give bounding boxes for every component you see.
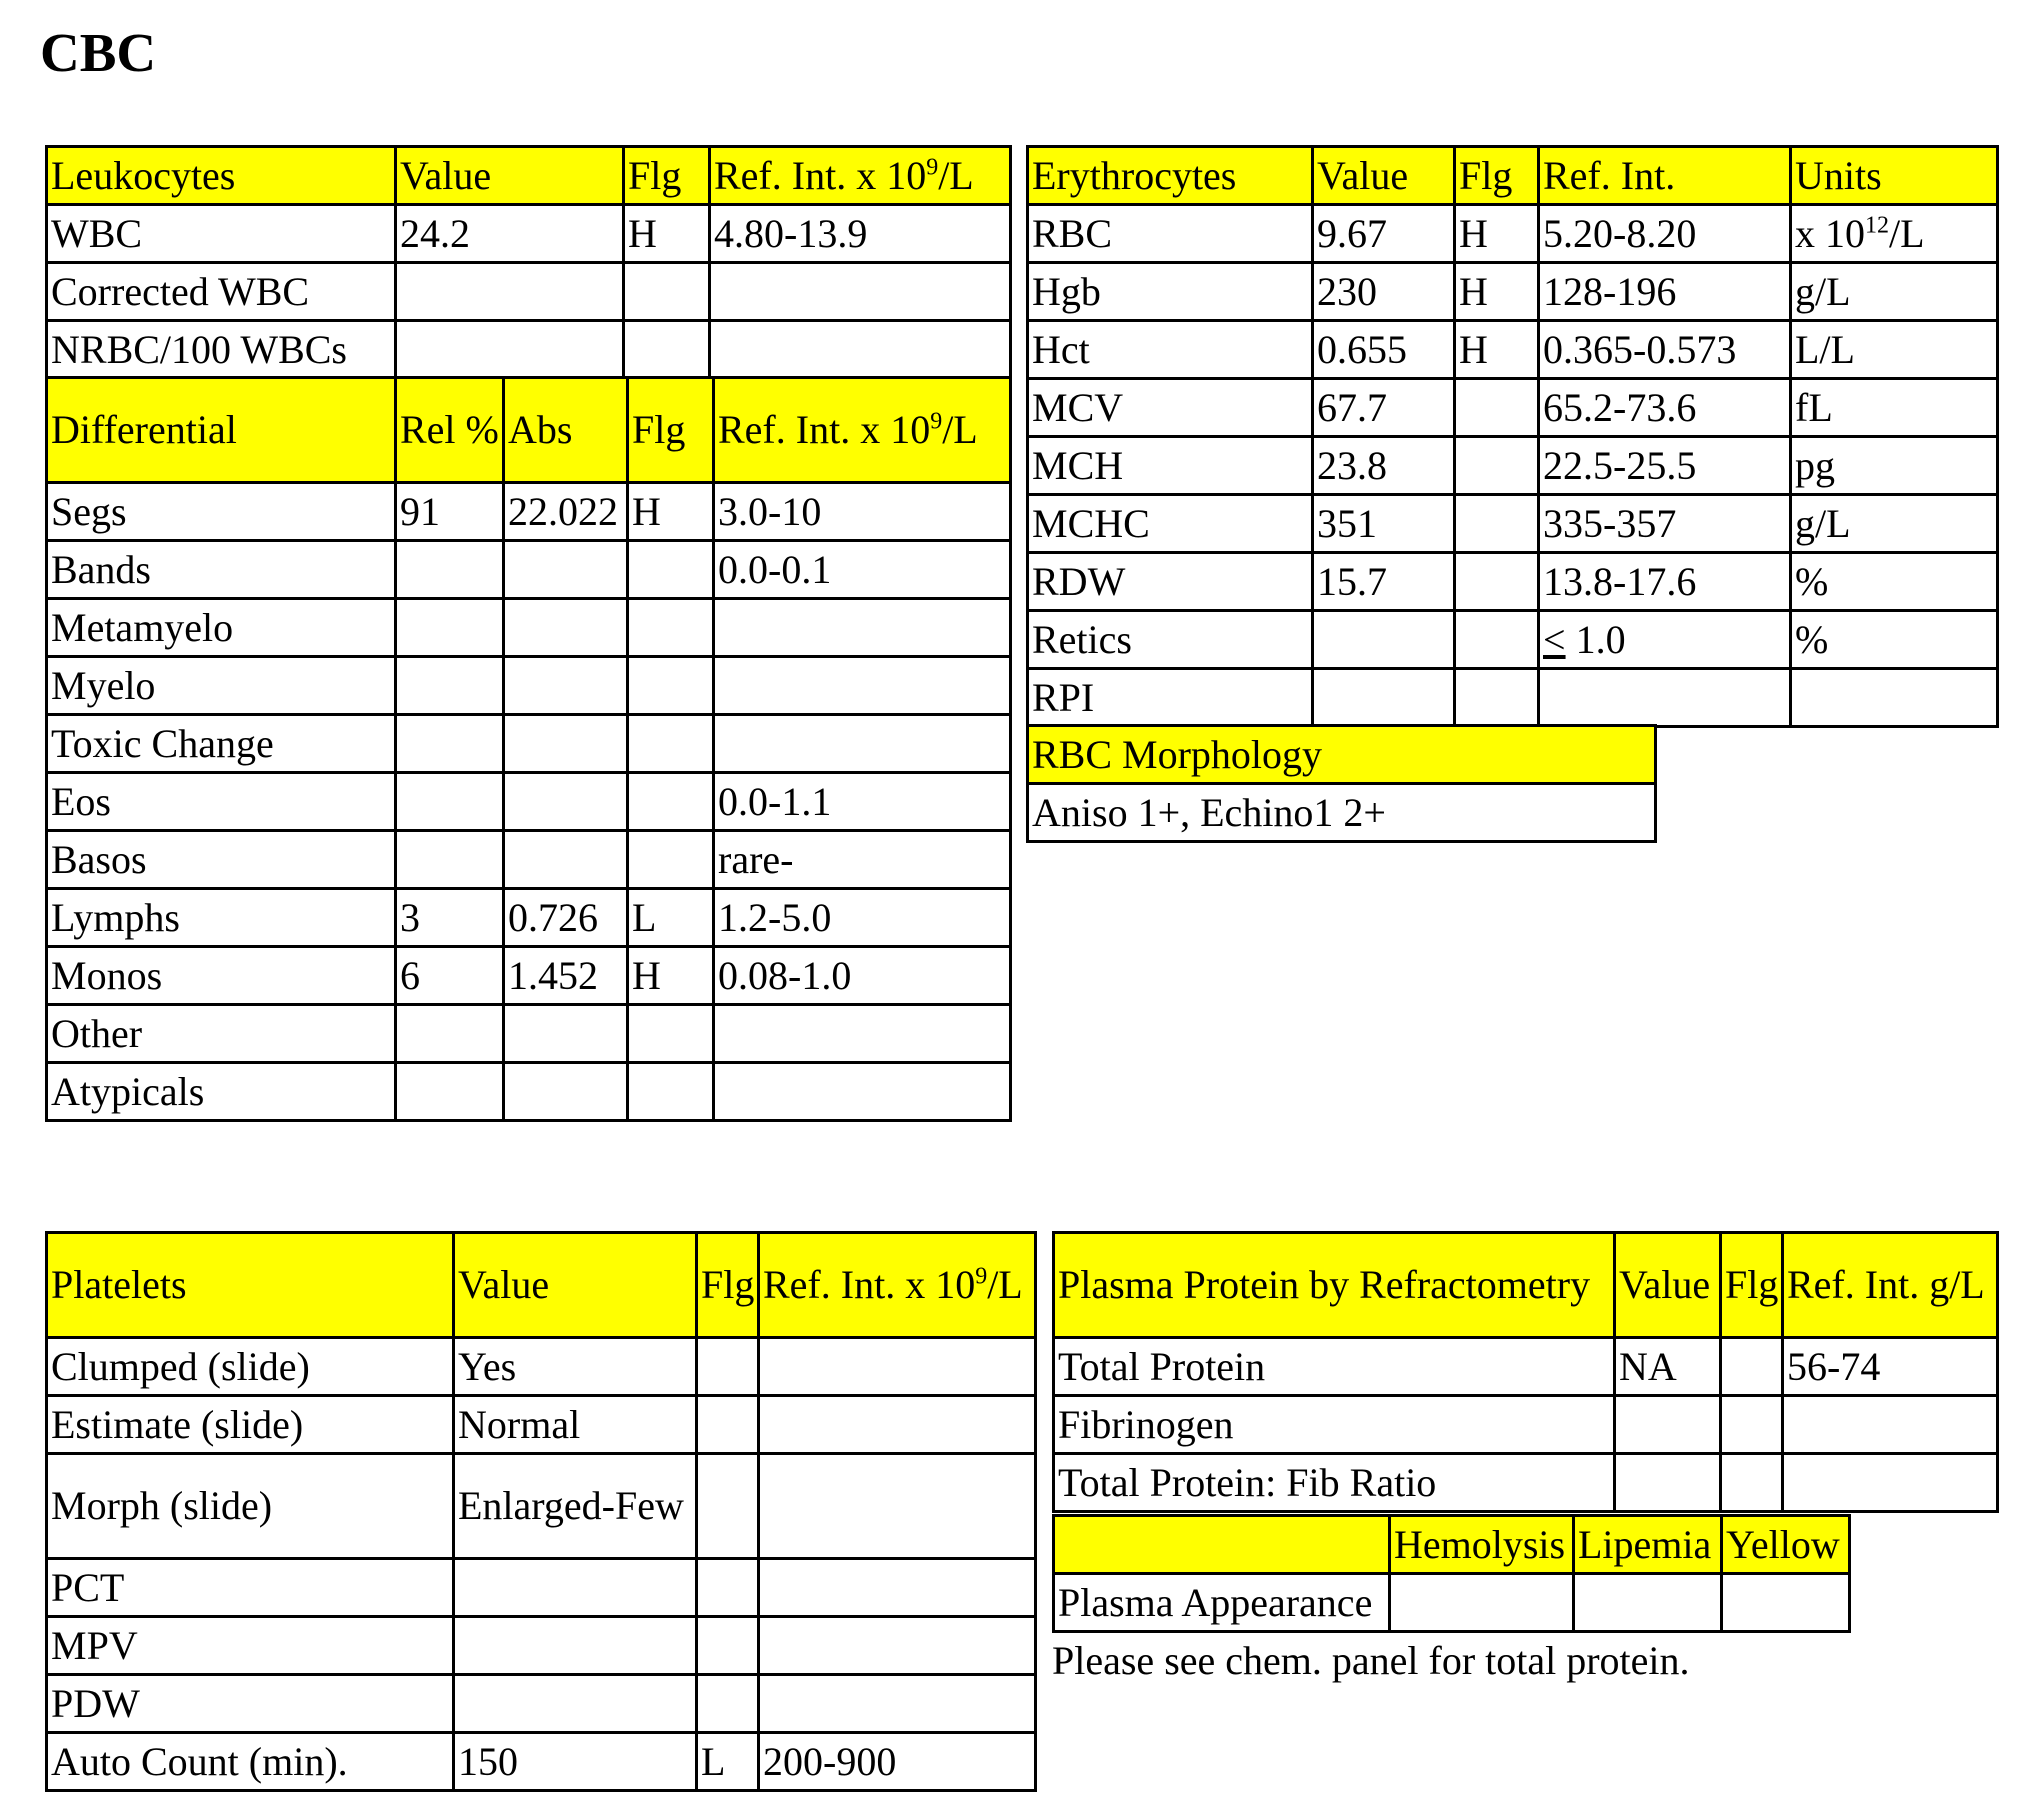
row-value: 23.8 xyxy=(1313,437,1455,495)
platelets-header-ref xyxy=(759,1233,1036,1338)
table-row xyxy=(1028,669,1998,727)
table-row xyxy=(1028,379,1998,437)
differential-header-row xyxy=(47,378,1011,483)
erythrocytes-header-ref: Ref. Int. xyxy=(1539,147,1791,205)
ref-suffix: /L xyxy=(938,152,974,198)
plasma-appearance-header-blank xyxy=(1054,1516,1390,1574)
table-row xyxy=(47,831,1011,889)
row-name: Clumped (slide) xyxy=(47,1338,454,1396)
platelets-table xyxy=(45,1231,1037,1792)
row-value: 24.2 xyxy=(396,205,624,263)
row-rel: 91 xyxy=(396,483,504,541)
row-value xyxy=(396,321,624,379)
row-abs xyxy=(504,541,628,599)
row-value xyxy=(454,1559,697,1617)
row-ref: 1.2-5.0 xyxy=(714,889,1011,947)
row-flag xyxy=(628,1063,714,1121)
plasma-appearance-header-yellow: Yellow xyxy=(1722,1516,1850,1574)
ref-sup: 9 xyxy=(975,1263,988,1290)
leukocytes-header-value: Value xyxy=(396,147,624,205)
row-value: Yes xyxy=(454,1338,697,1396)
row-flag xyxy=(697,1396,759,1454)
row-units xyxy=(1791,205,1998,263)
row-flag: H xyxy=(1455,321,1539,379)
plasma-protein-header-flag: Flg xyxy=(1721,1233,1783,1338)
leukocytes-header-name: Leukocytes xyxy=(47,147,396,205)
differential-header-flag: Flg xyxy=(628,378,714,483)
row-ref: 0.0-1.1 xyxy=(714,773,1011,831)
row-flag: H xyxy=(624,205,710,263)
row-flag xyxy=(1455,437,1539,495)
table-row xyxy=(47,947,1011,1005)
table-row xyxy=(47,1454,1036,1559)
row-ref xyxy=(1783,1396,1998,1454)
row-name: Toxic Change xyxy=(47,715,396,773)
row-name: Hct xyxy=(1028,321,1313,379)
row-name: Other xyxy=(47,1005,396,1063)
differential-table xyxy=(45,376,1012,1122)
row-ref xyxy=(759,1396,1036,1454)
table-row xyxy=(1028,321,1998,379)
row-flag xyxy=(628,773,714,831)
row-ref: 5.20-8.20 xyxy=(1539,205,1791,263)
row-name: RPI xyxy=(1028,669,1313,727)
table-row xyxy=(1054,1574,1850,1632)
row-name: RBC xyxy=(1028,205,1313,263)
row-flag xyxy=(628,1005,714,1063)
row-flag xyxy=(1455,611,1539,669)
row-flag xyxy=(628,599,714,657)
row-flag xyxy=(628,541,714,599)
rbc-morphology-header: RBC Morphology xyxy=(1028,726,1656,784)
table-row xyxy=(47,1338,1036,1396)
row-name: Corrected WBC xyxy=(47,263,396,321)
differential-header-rel: Rel % xyxy=(396,378,504,483)
row-abs xyxy=(504,1063,628,1121)
row-flag: L xyxy=(697,1733,759,1791)
row-units xyxy=(1791,669,1998,727)
row-name: Hgb xyxy=(1028,263,1313,321)
row-flag xyxy=(697,1675,759,1733)
row-name: Total Protein: Fib Ratio xyxy=(1054,1454,1615,1512)
leukocytes-table xyxy=(45,145,1012,380)
row-hemolysis xyxy=(1390,1574,1574,1632)
row-value: 351 xyxy=(1313,495,1455,553)
units-suffix: /L xyxy=(1889,210,1925,256)
row-name: WBC xyxy=(47,205,396,263)
row-name: Bands xyxy=(47,541,396,599)
table-row xyxy=(47,657,1011,715)
row-units: L/L xyxy=(1791,321,1998,379)
row-flag xyxy=(628,831,714,889)
row-ref: rare- xyxy=(714,831,1011,889)
row-flag xyxy=(1455,379,1539,437)
table-row xyxy=(1054,1396,1998,1454)
row-name: Fibrinogen xyxy=(1054,1396,1615,1454)
row-name: Eos xyxy=(47,773,396,831)
row-rel xyxy=(396,1005,504,1063)
row-value: 67.7 xyxy=(1313,379,1455,437)
row-ref: 128-196 xyxy=(1539,263,1791,321)
row-name: Myelo xyxy=(47,657,396,715)
table-row xyxy=(47,1675,1036,1733)
row-value xyxy=(396,263,624,321)
row-value: Enlarged-Few xyxy=(454,1454,697,1559)
table-row xyxy=(1054,1338,1998,1396)
erythrocytes-table xyxy=(1026,145,1999,728)
row-ref: 65.2-73.6 xyxy=(1539,379,1791,437)
plasma-appearance-header-lipemia: Lipemia xyxy=(1574,1516,1722,1574)
row-name: Estimate (slide) xyxy=(47,1396,454,1454)
row-name: MCHC xyxy=(1028,495,1313,553)
row-yellow xyxy=(1722,1574,1850,1632)
rbc-morphology-table xyxy=(1026,724,1657,843)
row-flag xyxy=(1455,669,1539,727)
platelets-header-name: Platelets xyxy=(47,1233,454,1338)
row-ref xyxy=(759,1617,1036,1675)
row-rel: 6 xyxy=(396,947,504,1005)
table-row xyxy=(47,1005,1011,1063)
table-row xyxy=(47,1396,1036,1454)
row-name: Atypicals xyxy=(47,1063,396,1121)
row-name: Lymphs xyxy=(47,889,396,947)
row-ref: 22.5-25.5 xyxy=(1539,437,1791,495)
row-flag: H xyxy=(628,483,714,541)
row-flag xyxy=(624,263,710,321)
row-value: NA xyxy=(1615,1338,1721,1396)
platelets-header-row xyxy=(47,1233,1036,1338)
row-flag xyxy=(697,1338,759,1396)
ref-suffix: /L xyxy=(987,1262,1023,1307)
row-abs xyxy=(504,831,628,889)
row-rel xyxy=(396,1063,504,1121)
row-ref: 4.80-13.9 xyxy=(710,205,1011,263)
row-ref xyxy=(714,657,1011,715)
row-ref xyxy=(759,1675,1036,1733)
row-units: g/L xyxy=(1791,263,1998,321)
ref-sup: 9 xyxy=(926,154,939,181)
units-prefix: x 10 xyxy=(1795,210,1865,256)
row-ref: 0.365-0.573 xyxy=(1539,321,1791,379)
row-abs xyxy=(504,657,628,715)
plasma-protein-header-value: Value xyxy=(1615,1233,1721,1338)
row-flag: H xyxy=(1455,263,1539,321)
row-ref: 200-900 xyxy=(759,1733,1036,1791)
erythrocytes-header-units: Units xyxy=(1791,147,1998,205)
row-abs: 0.726 xyxy=(504,889,628,947)
row-flag xyxy=(1721,1338,1783,1396)
row-name: Plasma Appearance xyxy=(1054,1574,1390,1632)
table-row xyxy=(47,321,1011,379)
table-row xyxy=(47,1063,1011,1121)
row-ref xyxy=(759,1454,1036,1559)
row-value xyxy=(1313,611,1455,669)
row-ref xyxy=(759,1559,1036,1617)
plasma-appearance-header-hemolysis: Hemolysis xyxy=(1390,1516,1574,1574)
row-name: NRBC/100 WBCs xyxy=(47,321,396,379)
row-abs: 22.022 xyxy=(504,483,628,541)
row-flag xyxy=(1455,495,1539,553)
table-row xyxy=(47,541,1011,599)
table-row xyxy=(1054,1454,1998,1512)
row-name: Morph (slide) xyxy=(47,1454,454,1559)
row-name: PDW xyxy=(47,1675,454,1733)
row-ref: 0.08-1.0 xyxy=(714,947,1011,1005)
row-ref xyxy=(759,1338,1036,1396)
erythrocytes-header-flag: Flg xyxy=(1455,147,1539,205)
row-ref xyxy=(714,599,1011,657)
row-flag xyxy=(628,657,714,715)
table-row xyxy=(1028,437,1998,495)
row-ref: 13.8-17.6 xyxy=(1539,553,1791,611)
row-name: PCT xyxy=(47,1559,454,1617)
table-row xyxy=(1028,495,1998,553)
row-name: Metamyelo xyxy=(47,599,396,657)
row-ref xyxy=(1539,669,1791,727)
row-rel: 3 xyxy=(396,889,504,947)
row-name: Retics xyxy=(1028,611,1313,669)
row-name: Basos xyxy=(47,831,396,889)
row-units: % xyxy=(1791,611,1998,669)
table-row xyxy=(47,1559,1036,1617)
differential-header-ref xyxy=(714,378,1011,483)
row-ref xyxy=(714,1005,1011,1063)
row-rel xyxy=(396,599,504,657)
row-name: MPV xyxy=(47,1617,454,1675)
row-value: 150 xyxy=(454,1733,697,1791)
row-value: 230 xyxy=(1313,263,1455,321)
table-row xyxy=(47,889,1011,947)
less-than-symbol: < xyxy=(1543,616,1566,662)
row-flag: H xyxy=(1455,205,1539,263)
plasma-appearance-table xyxy=(1052,1514,1851,1633)
row-value: 0.655 xyxy=(1313,321,1455,379)
row-abs xyxy=(504,773,628,831)
table-row xyxy=(47,205,1011,263)
table-row xyxy=(1028,553,1998,611)
row-rel xyxy=(396,773,504,831)
footnote: Please see chem. panel for total protein. xyxy=(1052,1638,1690,1683)
plasma-protein-table xyxy=(1052,1231,1999,1513)
row-rel xyxy=(396,715,504,773)
erythrocytes-header-name: Erythrocytes xyxy=(1028,147,1313,205)
row-value: 9.67 xyxy=(1313,205,1455,263)
row-abs: 1.452 xyxy=(504,947,628,1005)
row-flag xyxy=(697,1617,759,1675)
row-rel xyxy=(396,831,504,889)
ref-prefix: Ref. Int. x 10 xyxy=(718,407,931,452)
table-row xyxy=(47,599,1011,657)
rbc-morphology-header-row xyxy=(1028,726,1656,784)
plasma-protein-header-ref: Ref. Int. g/L xyxy=(1783,1233,1998,1338)
ref-prefix: Ref. Int. x 10 xyxy=(714,152,927,198)
table-row xyxy=(1028,611,1998,669)
ref-sup: 9 xyxy=(930,408,943,435)
row-ref xyxy=(714,715,1011,773)
row-name: RDW xyxy=(1028,553,1313,611)
row-abs xyxy=(504,1005,628,1063)
row-value xyxy=(1615,1454,1721,1512)
row-name: Auto Count (min). xyxy=(47,1733,454,1791)
row-value xyxy=(1313,669,1455,727)
row-flag xyxy=(697,1559,759,1617)
row-ref xyxy=(710,321,1011,379)
row-ref xyxy=(710,263,1011,321)
row-value xyxy=(454,1675,697,1733)
row-units: g/L xyxy=(1791,495,1998,553)
table-row xyxy=(47,1733,1036,1791)
plasma-protein-header-row xyxy=(1054,1233,1998,1338)
row-rel xyxy=(396,541,504,599)
table-row xyxy=(1028,263,1998,321)
rbc-morphology-value: Aniso 1+, Echino1 2+ xyxy=(1028,784,1656,842)
platelets-header-value: Value xyxy=(454,1233,697,1338)
row-units: % xyxy=(1791,553,1998,611)
row-ref xyxy=(1539,611,1791,669)
units-sup: 12 xyxy=(1865,212,1889,239)
row-value: 15.7 xyxy=(1313,553,1455,611)
plasma-protein-header-name: Plasma Protein by Refractometry xyxy=(1054,1233,1615,1338)
row-flag xyxy=(628,715,714,773)
row-ref: 335-357 xyxy=(1539,495,1791,553)
row-name: MCV xyxy=(1028,379,1313,437)
ref-prefix: Ref. Int. x 10 xyxy=(763,1262,976,1307)
page-title: CBC xyxy=(40,22,157,83)
row-flag: H xyxy=(628,947,714,1005)
row-name: MCH xyxy=(1028,437,1313,495)
table-row xyxy=(47,773,1011,831)
row-value xyxy=(454,1617,697,1675)
table-row xyxy=(47,1617,1036,1675)
row-flag xyxy=(1721,1396,1783,1454)
row-flag xyxy=(1721,1454,1783,1512)
erythrocytes-header-row xyxy=(1028,147,1998,205)
table-row xyxy=(1028,784,1656,842)
row-ref xyxy=(714,1063,1011,1121)
erythrocytes-header-value: Value xyxy=(1313,147,1455,205)
row-flag: L xyxy=(628,889,714,947)
differential-header-abs: Abs xyxy=(504,378,628,483)
ref-suffix: /L xyxy=(942,407,978,452)
row-lipemia xyxy=(1574,1574,1722,1632)
leukocytes-header-flag: Flg xyxy=(624,147,710,205)
row-units: pg xyxy=(1791,437,1998,495)
row-flag xyxy=(624,321,710,379)
differential-header-name: Differential xyxy=(47,378,396,483)
row-value: Normal xyxy=(454,1396,697,1454)
row-flag xyxy=(697,1454,759,1559)
row-name: Monos xyxy=(47,947,396,1005)
row-flag xyxy=(1455,553,1539,611)
row-abs xyxy=(504,599,628,657)
row-name: Segs xyxy=(47,483,396,541)
plasma-appearance-header-row xyxy=(1054,1516,1850,1574)
table-row xyxy=(47,715,1011,773)
row-ref: 0.0-0.1 xyxy=(714,541,1011,599)
ref-rest: 1.0 xyxy=(1565,616,1626,662)
row-abs xyxy=(504,715,628,773)
table-row xyxy=(47,483,1011,541)
row-rel xyxy=(396,657,504,715)
platelets-header-flag: Flg xyxy=(697,1233,759,1338)
row-value xyxy=(1615,1396,1721,1454)
row-ref xyxy=(1783,1454,1998,1512)
leukocytes-header-ref xyxy=(710,147,1011,205)
table-row xyxy=(47,263,1011,321)
table-row xyxy=(1028,205,1998,263)
row-name: Total Protein xyxy=(1054,1338,1615,1396)
leukocytes-header-row xyxy=(47,147,1011,205)
row-ref: 56-74 xyxy=(1783,1338,1998,1396)
row-units: fL xyxy=(1791,379,1998,437)
row-ref: 3.0-10 xyxy=(714,483,1011,541)
